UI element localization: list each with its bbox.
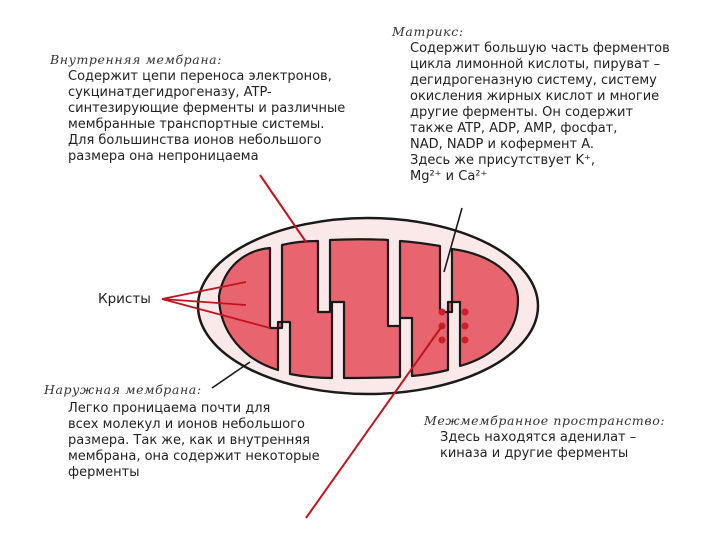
intermembrane-heading: Межмембранное пространство: bbox=[424, 413, 666, 428]
matrix-annotation bbox=[392, 24, 712, 185]
intermembrane-annotation bbox=[424, 413, 714, 462]
inner-membrane-text: Содержит цепи переноса электронов, сукцинатдегидрогеназу, ATP- синтезирующие ферменты и различные мембранные транспортные системы. Для большинства ионов небольшого размера она непроницаема bbox=[68, 69, 346, 164]
cristae-label: Кристы bbox=[98, 291, 151, 307]
intermembrane-text: Здесь находятся аденилат – киназа и другие ферменты bbox=[440, 430, 637, 461]
outer-membrane-annotation bbox=[44, 382, 364, 481]
outer-membrane-heading: Наружная мембрана: bbox=[44, 382, 202, 397]
enzyme-dot bbox=[439, 337, 446, 344]
enzyme-dot bbox=[462, 337, 469, 344]
inner-membrane-heading: Внутренняя мембрана: bbox=[50, 52, 223, 67]
matrix-heading: Матрикс: bbox=[392, 24, 464, 39]
inner-membrane-matrix bbox=[219, 239, 518, 378]
enzyme-dot bbox=[462, 323, 469, 330]
matrix-text: Содержит большую часть ферментов цикла лимонной кислоты, пируват – дегидрогеназную систему, систему окисления жирных кислот и многие другие ферменты. Он содержит также ATP, ADP, AMP, фосфат, NAD, NADP и кофермент A. Здесь же присутствует K⁺, Mg²⁺ и Ca²⁺ bbox=[410, 41, 670, 184]
inner-membrane-annotation bbox=[50, 52, 390, 165]
enzyme-dot bbox=[439, 309, 446, 316]
enzyme-dot bbox=[462, 309, 469, 316]
outer-membrane-text: Легко проницаема почти для всех молекул и ионов небольшого размера. Так же, как и внутренняя мембрана, она содержит некоторые ферменты bbox=[68, 401, 320, 480]
